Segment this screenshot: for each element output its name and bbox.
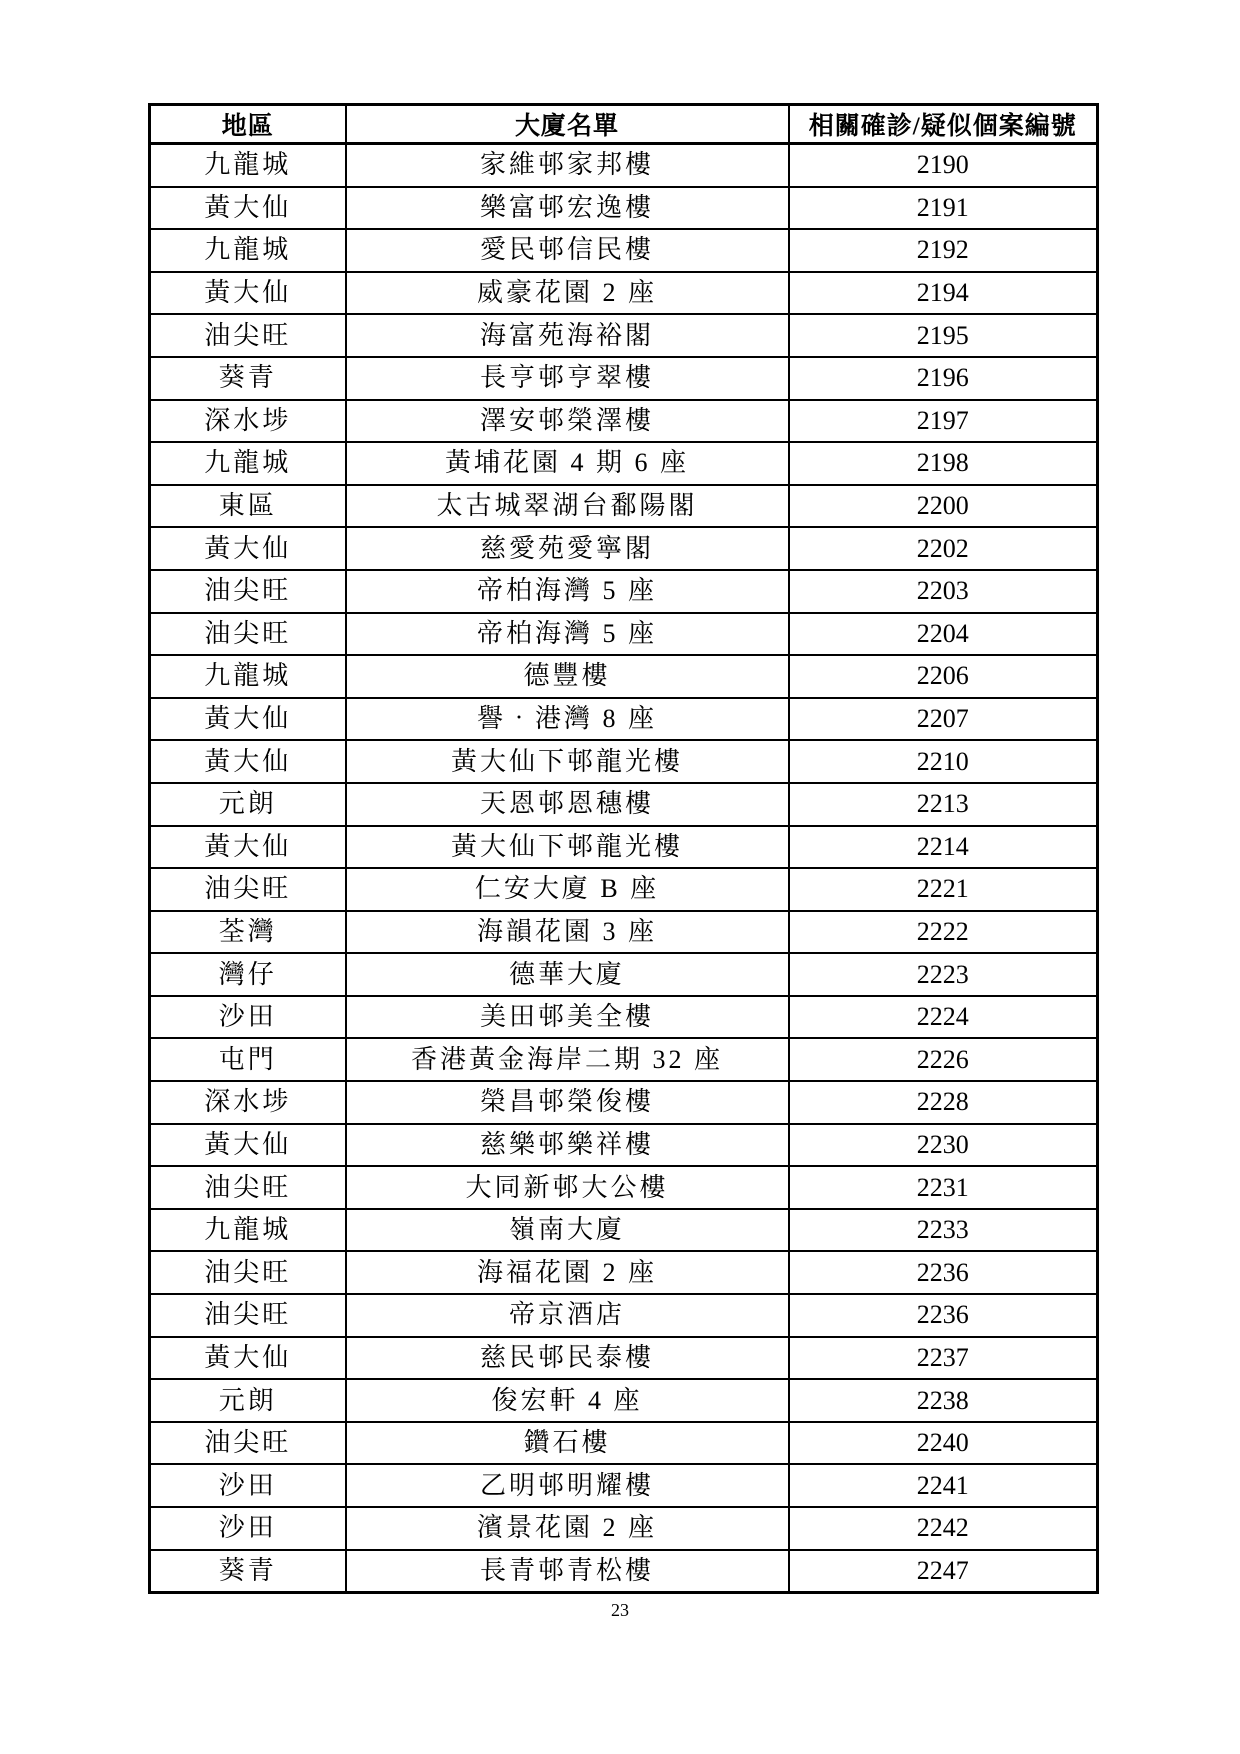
cell-case-no: 2247: [789, 1550, 1098, 1593]
cell-building: 大同新邨大公樓: [346, 1166, 789, 1209]
cell-district: 黃大仙: [150, 740, 346, 783]
table-row: [150, 655, 1098, 698]
table-row: [150, 314, 1098, 357]
table-body: [150, 144, 1098, 1593]
cell-building: 黃埔花園 4 期 6 座: [346, 442, 789, 485]
table-row: [150, 187, 1098, 230]
table-row: [150, 1337, 1098, 1380]
table-row: [150, 1294, 1098, 1337]
cell-district: 黃大仙: [150, 1124, 346, 1167]
cell-case-no: 2191: [789, 187, 1098, 230]
cell-case-no: 2223: [789, 953, 1098, 996]
cell-district: 東區: [150, 485, 346, 528]
cell-building: 帝柏海灣 5 座: [346, 613, 789, 656]
cell-district: 油尖旺: [150, 1294, 346, 1337]
cell-building: 海福花園 2 座: [346, 1251, 789, 1294]
cell-case-no: 2195: [789, 314, 1098, 357]
cell-building: 譽‧港灣 8 座: [346, 698, 789, 741]
cell-district: 荃灣: [150, 911, 346, 954]
cell-building: 愛民邨信民樓: [346, 229, 789, 272]
table-row: [150, 996, 1098, 1039]
table-row: [150, 953, 1098, 996]
cell-case-no: 2236: [789, 1294, 1098, 1337]
cell-district: 黃大仙: [150, 826, 346, 869]
cell-district: 黃大仙: [150, 272, 346, 315]
cell-district: 九龍城: [150, 1209, 346, 1252]
cell-district: 油尖旺: [150, 868, 346, 911]
cell-district: 油尖旺: [150, 1422, 346, 1465]
cell-district: 沙田: [150, 1464, 346, 1507]
cell-building: 德豐樓: [346, 655, 789, 698]
cell-building: 帝柏海灣 5 座: [346, 570, 789, 613]
cell-case-no: 2204: [789, 613, 1098, 656]
table-row: [150, 1124, 1098, 1167]
table-row: [150, 1081, 1098, 1124]
cell-building: 嶺南大廈: [346, 1209, 789, 1252]
cell-case-no: 2194: [789, 272, 1098, 315]
page-number: 23: [611, 1600, 629, 1620]
cell-district: 黃大仙: [150, 698, 346, 741]
cell-case-no: 2231: [789, 1166, 1098, 1209]
table-row: [150, 527, 1098, 570]
cell-district: 油尖旺: [150, 314, 346, 357]
cell-district: 沙田: [150, 996, 346, 1039]
cell-building: 慈樂邨樂祥樓: [346, 1124, 789, 1167]
cell-district: 九龍城: [150, 229, 346, 272]
cell-case-no: 2213: [789, 783, 1098, 826]
cell-district: 屯門: [150, 1038, 346, 1081]
cell-building: 長青邨青松樓: [346, 1550, 789, 1593]
table-row: [150, 485, 1098, 528]
cell-building: 帝京酒店: [346, 1294, 789, 1337]
building-case-table: [148, 103, 1099, 1594]
cell-building: 俊宏軒 4 座: [346, 1379, 789, 1422]
cell-building: 家維邨家邦樓: [346, 144, 789, 187]
cell-case-no: 2240: [789, 1422, 1098, 1465]
table-row: [150, 1422, 1098, 1465]
cell-case-no: 2222: [789, 911, 1098, 954]
table-row: [150, 1464, 1098, 1507]
table-row: [150, 1507, 1098, 1550]
cell-district: 油尖旺: [150, 1166, 346, 1209]
cell-case-no: 2236: [789, 1251, 1098, 1294]
cell-building: 澤安邨榮澤樓: [346, 400, 789, 443]
cell-district: 沙田: [150, 1507, 346, 1550]
cell-case-no: 2237: [789, 1337, 1098, 1380]
cell-building: 美田邨美全樓: [346, 996, 789, 1039]
table-row: [150, 1209, 1098, 1252]
table-row: [150, 229, 1098, 272]
cell-building: 濱景花園 2 座: [346, 1507, 789, 1550]
cell-case-no: 2221: [789, 868, 1098, 911]
cell-case-no: 2200: [789, 485, 1098, 528]
cell-case-no: 2190: [789, 144, 1098, 187]
cell-building: 長亨邨亨翠樓: [346, 357, 789, 400]
cell-building: 德華大廈: [346, 953, 789, 996]
cell-district: 元朗: [150, 1379, 346, 1422]
cell-district: 葵青: [150, 357, 346, 400]
cell-case-no: 2202: [789, 527, 1098, 570]
cell-case-no: 2214: [789, 826, 1098, 869]
col-header-case-no: 相關確診/疑似個案編號: [789, 105, 1098, 144]
cell-building: 海韻花園 3 座: [346, 911, 789, 954]
cell-case-no: 2233: [789, 1209, 1098, 1252]
cell-case-no: 2197: [789, 400, 1098, 443]
cell-district: 元朗: [150, 783, 346, 826]
cell-district: 油尖旺: [150, 1251, 346, 1294]
table-row: [150, 400, 1098, 443]
cell-building: 黃大仙下邨龍光樓: [346, 740, 789, 783]
cell-district: 黃大仙: [150, 527, 346, 570]
cell-case-no: 2198: [789, 442, 1098, 485]
table-row: [150, 1038, 1098, 1081]
cell-case-no: 2238: [789, 1379, 1098, 1422]
table-row: [150, 1251, 1098, 1294]
cell-district: 深水埗: [150, 1081, 346, 1124]
cell-building: 太古城翠湖台鄱陽閣: [346, 485, 789, 528]
cell-case-no: 2224: [789, 996, 1098, 1039]
cell-case-no: 2228: [789, 1081, 1098, 1124]
cell-district: 油尖旺: [150, 570, 346, 613]
table-row: [150, 783, 1098, 826]
table-row: [150, 442, 1098, 485]
table-row: [150, 570, 1098, 613]
cell-building: 乙明邨明耀樓: [346, 1464, 789, 1507]
table-row: [150, 144, 1098, 187]
cell-building: 天恩邨恩穗樓: [346, 783, 789, 826]
cell-case-no: 2242: [789, 1507, 1098, 1550]
cell-district: 九龍城: [150, 442, 346, 485]
cell-building: 海富苑海裕閣: [346, 314, 789, 357]
cell-case-no: 2192: [789, 229, 1098, 272]
cell-building: 仁安大廈 B 座: [346, 868, 789, 911]
cell-case-no: 2203: [789, 570, 1098, 613]
cell-case-no: 2196: [789, 357, 1098, 400]
table-row: [150, 911, 1098, 954]
cell-district: 葵青: [150, 1550, 346, 1593]
table-row: [150, 357, 1098, 400]
cell-case-no: 2210: [789, 740, 1098, 783]
cell-building: 威豪花園 2 座: [346, 272, 789, 315]
col-header-district: 地區: [150, 105, 346, 144]
table-row: [150, 613, 1098, 656]
table-row: [150, 698, 1098, 741]
cell-building: 慈民邨民泰樓: [346, 1337, 789, 1380]
table-row: [150, 1166, 1098, 1209]
table-header-row: [150, 105, 1098, 144]
cell-case-no: 2230: [789, 1124, 1098, 1167]
table-row: [150, 272, 1098, 315]
cell-district: 黃大仙: [150, 1337, 346, 1380]
cell-district: 油尖旺: [150, 613, 346, 656]
table-row: [150, 740, 1098, 783]
cell-building: 黃大仙下邨龍光樓: [346, 826, 789, 869]
cell-case-no: 2207: [789, 698, 1098, 741]
cell-district: 九龍城: [150, 144, 346, 187]
cell-case-no: 2206: [789, 655, 1098, 698]
cell-building: 榮昌邨榮俊樓: [346, 1081, 789, 1124]
table-row: [150, 1379, 1098, 1422]
table-row: [150, 868, 1098, 911]
table-row: [150, 1550, 1098, 1593]
cell-district: 黃大仙: [150, 187, 346, 230]
cell-building: 香港黃金海岸二期 32 座: [346, 1038, 789, 1081]
cell-case-no: 2226: [789, 1038, 1098, 1081]
cell-building: 樂富邨宏逸樓: [346, 187, 789, 230]
cell-building: 慈愛苑愛寧閣: [346, 527, 789, 570]
cell-district: 深水埗: [150, 400, 346, 443]
table-row: [150, 826, 1098, 869]
cell-building: 鑽石樓: [346, 1422, 789, 1465]
cell-district: 九龍城: [150, 655, 346, 698]
col-header-building: 大廈名單: [346, 105, 789, 144]
cell-district: 灣仔: [150, 953, 346, 996]
cell-case-no: 2241: [789, 1464, 1098, 1507]
